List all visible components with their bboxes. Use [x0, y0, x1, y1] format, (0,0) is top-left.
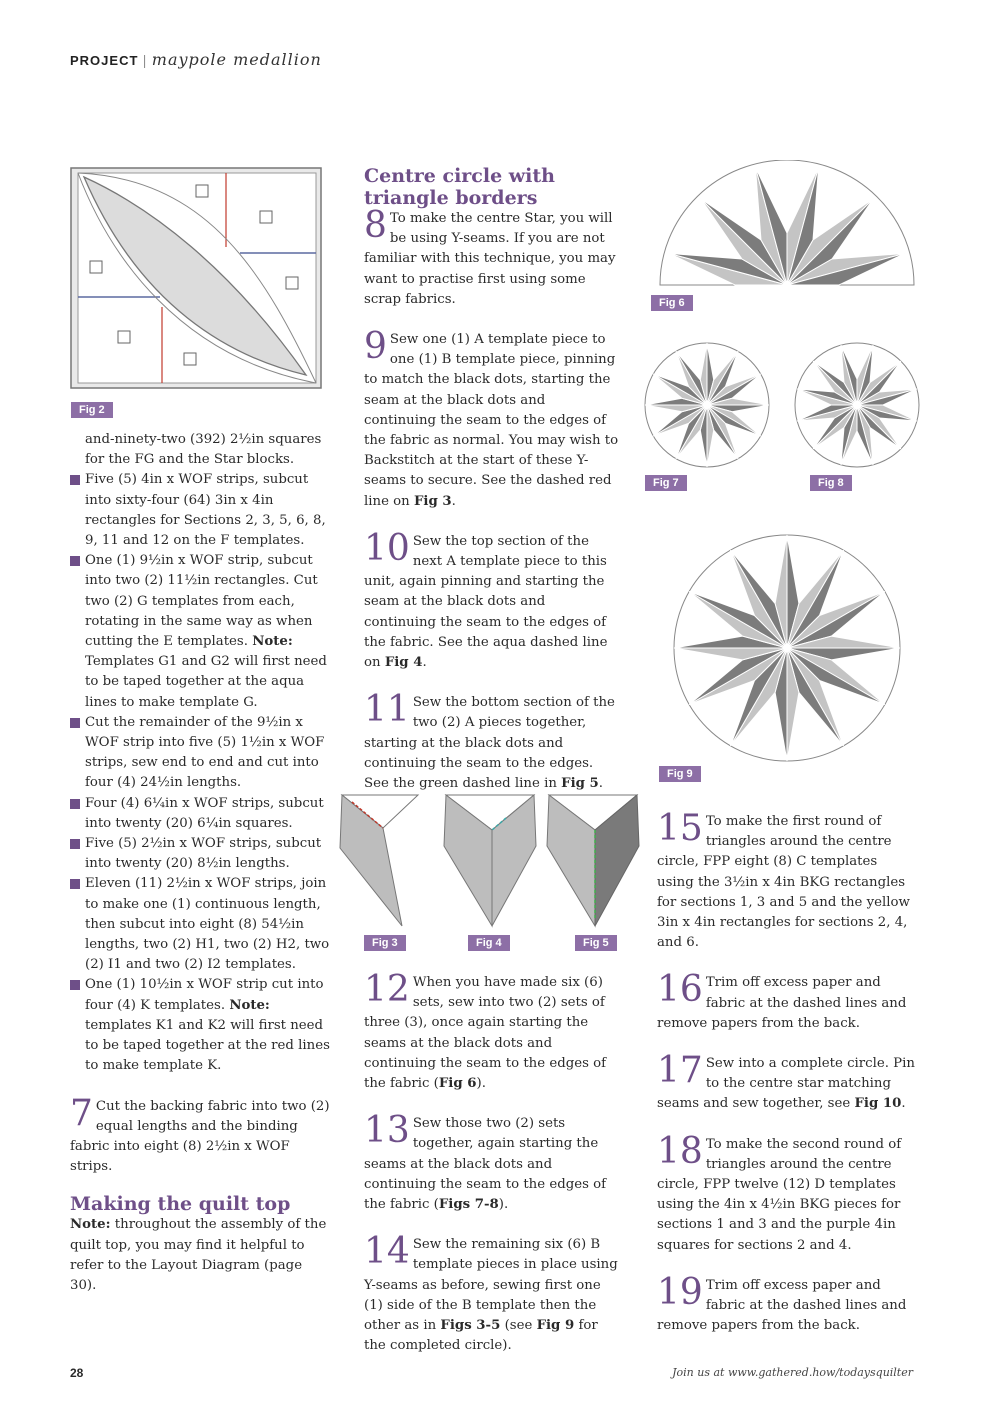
- figure-ref: Fig 4: [384, 655, 423, 671]
- fig2-label: Fig 2: [71, 402, 113, 418]
- step-16: [657, 969, 917, 1034]
- step-text: Sew one (1) A template piece to one (1) B template piece, pinning to match the black dots, starting the seam at the black dots and continuing the seam to the edges of the fabric as normal. You may wish to Backstitch at the start of these Y-seams to secure. See the dashed red line on: [364, 332, 619, 509]
- step-text: To make the centre Star, you will be using Y-seams. If you are not familiar with this technique, you may want to practise first using some scrap fabrics.: [364, 211, 616, 307]
- step-number: 8: [364, 205, 387, 246]
- step-number: 17: [657, 1050, 703, 1092]
- step-number: 12: [364, 969, 410, 1010]
- list-item: Cut the remainder of the 9½in x WOF strip into five (5) 1½in x WOF strips, sew end to end and cut into four (4) 24½in lengths.: [70, 713, 332, 794]
- fig4-label: Fig 4: [468, 935, 510, 951]
- fig2-diagram: [70, 167, 322, 391]
- step-text: To make the second round of triangles around the centre circle, FPP twelve (12) D templates using the 4in x 4½in BKG pieces for sections 1 and 3 and the purple 4in squares for sections 2 and 4.: [657, 1136, 902, 1253]
- step-number: 19: [657, 1271, 703, 1313]
- column-2-lower: [364, 969, 620, 1356]
- figure-ref: Fig 6: [438, 1076, 477, 1092]
- step-text: for the completed circle).: [364, 1318, 598, 1354]
- step-number: 11: [364, 689, 410, 731]
- note-paragraph: [70, 1215, 332, 1296]
- fig9-label: Fig 9: [659, 766, 701, 782]
- step-text: Sew the remaining six (6) B template pieces in place using Y-seams as before, sewing first one (1) side of the B template then the other as in: [364, 1237, 618, 1334]
- list-item-text: One (1) 10½in x WOF strip cut into four (4) K templates.: [85, 977, 324, 1013]
- step-number: 13: [364, 1110, 410, 1152]
- step-8: [364, 205, 620, 310]
- step-7: [70, 1092, 332, 1178]
- step-number: 15: [657, 808, 703, 849]
- figure-ref: Fig 5: [561, 776, 599, 792]
- fig7-diagram: [642, 340, 772, 470]
- note-label: Note:: [252, 634, 293, 650]
- step-15: [657, 808, 917, 953]
- running-header: [70, 50, 322, 69]
- fig5-label: Fig 5: [575, 935, 617, 951]
- note-label: Note:: [229, 997, 270, 1013]
- list-item: [70, 551, 332, 713]
- step-11: 11 Sew the bottom section of the two (2) A pieces together, starting at the black dots and continuing the seam to the edges. See the green dashed line in Fig 5.: [364, 689, 615, 792]
- figure-ref: Fig 3: [413, 493, 452, 509]
- step-text: Sew those two (2) sets together, again starting the seams at the black dots and continuing the seam to the edges of the fabric (: [364, 1116, 607, 1213]
- step-13: 13 Sew those two (2) sets together, again starting the seams at the black dots and continuing the seam to the edges of the fabric (Figs 7-8).: [364, 1110, 607, 1213]
- fig9-diagram: [656, 532, 918, 764]
- list-item-text: One (1) 9½in x WOF strip, subcut into two (2) 11½in rectangles. Cut two (2) G templates from each, rotating in the same way as when cutting the E templates.: [85, 553, 318, 650]
- fig5-diagram: [545, 790, 641, 930]
- fig6-label: Fig 6: [651, 295, 693, 311]
- fig6-diagram: [656, 160, 918, 290]
- step-14: [364, 1231, 620, 1356]
- note-label: Note:: [70, 1217, 111, 1233]
- section-heading: Centre circle with triangle borders: [364, 165, 555, 209]
- column-2-upper: [364, 165, 620, 794]
- col1-intro: and-ninety-two (392) 2½in squares for the FG and the Star blocks.: [85, 432, 322, 468]
- step-18: [657, 1130, 917, 1256]
- step-text: (see: [504, 1318, 533, 1334]
- fig3-diagram: [338, 790, 424, 930]
- list-item-text: templates K1 and K2 will first need to be taped together at the red lines to make template K.: [85, 1017, 330, 1074]
- list-item: Five (5) 2½in x WOF strips, subcut into twenty (20) 8½in lengths.: [70, 834, 332, 874]
- step-text: When you have made six (6) sets, sew into two (2) sets of three (3), once again starting the seams at the black dots and continuing the seam to the edges of the fabric (: [364, 975, 607, 1092]
- figure-ref: Figs 3-5: [440, 1318, 501, 1334]
- header-project: PROJECT: [70, 53, 139, 68]
- note-text: throughout the assembly of the quilt top, you may find it helpful to refer to the Layout Diagram (page 30).: [70, 1217, 327, 1293]
- step-text: To make the first round of triangles around the centre circle, FPP eight (8) C templates using the 3½in x 4in BKG rectangles for sections 1, 3 and 5 and the yellow 3in x 4in rectangles for sections 2, 4, and 6.: [657, 814, 910, 951]
- step-text: Sew the top section of the next A template piece to this unit, again pinning and starting the seam at the black dots and continuing the seam to the edges of the fabric. See the aqua dashed line on: [364, 533, 608, 671]
- fig8-label: Fig 8: [810, 475, 852, 491]
- step-number: 16: [657, 969, 703, 1011]
- column-3: [657, 808, 917, 1336]
- step-number: 9: [364, 326, 387, 368]
- figure-ref: Figs 7-8: [438, 1197, 499, 1213]
- step-number: 18: [657, 1130, 703, 1172]
- list-item: Eleven (11) 2½in x WOF strips, join to make one (1) continuous length, then subcut into eight (8) 54½in lengths, two (2) H1, two (2) H2, two (2) I1 and two (2) I2 templates.: [70, 874, 332, 975]
- list-item-text: Templates G1 and G2 will first need to be taped together at the aqua lines to make template G.: [85, 654, 327, 710]
- list-item: Four (4) 6¼in x WOF strips, subcut into twenty (20) 6¼in squares.: [70, 794, 332, 834]
- step-number: 10: [364, 527, 410, 569]
- step-12: 12 When you have made six (6) sets, sew into two (2) sets of three (3), once again starting the seams at the black dots and continuing the seam to the edges of the fabric (Fig 6).: [364, 969, 607, 1092]
- page-number: 28: [70, 1366, 84, 1380]
- section-heading: Making the quilt top: [70, 1193, 291, 1216]
- step-19: [657, 1271, 917, 1337]
- step-text: Cut the backing fabric into two (2) equal lengths and the binding fabric into eight (8) 2½in x WOF strips.: [70, 1098, 330, 1175]
- step-text: Sew the bottom section of the two (2) A pieces together, starting at the black dots and continuing the seam to the edges. See the green dashed line in: [364, 695, 615, 792]
- step-9: 9 Sew one (1) A template piece to one (1) B template piece, pinning to match the black dots, starting the seam at the black dots and continuing the seam to the edges of the fabric as normal. You may wish to Backstitch at the start of these Y-seams to secure. See the dashed red line on Fig 3.: [364, 326, 619, 509]
- step-text: Sew into a complete circle. Pin to the centre star matching seams and sew together, see: [657, 1056, 915, 1112]
- figure-ref: Fig 10: [854, 1096, 902, 1112]
- fig8-diagram: [792, 340, 922, 470]
- header-separator: |: [142, 54, 148, 69]
- list-item: [70, 975, 332, 1076]
- list-item: Five (5) 4in x WOF strips, subcut into sixty-four (64) 3in x 4in rectangles for Sections 2, 3, 5, 6, 8, 9, 11 and 12 on the F templates.: [70, 470, 332, 551]
- step-text: Trim off excess paper and fabric at the dashed lines and remove papers from the back.: [657, 1277, 907, 1334]
- step-17: 17 Sew into a complete circle. Pin to the centre star matching seams and sew together, see Fig 10.: [657, 1050, 915, 1112]
- step-number: 14: [364, 1231, 410, 1273]
- fig7-label: Fig 7: [645, 475, 687, 491]
- figure-ref: Fig 9: [536, 1318, 575, 1334]
- step-text: Trim off excess paper and fabric at the dashed lines and remove papers from the back.: [657, 975, 907, 1031]
- column-1: [70, 430, 332, 1296]
- step-number: 7: [70, 1092, 93, 1134]
- fig3-label: Fig 3: [364, 935, 406, 951]
- footer-website: Join us at www.gathered.how/todaysquilter: [672, 1366, 913, 1379]
- header-title: maypole medallion: [151, 50, 322, 69]
- fig4-diagram: [442, 790, 538, 930]
- step-10: 10 Sew the top section of the next A template piece to this unit, again pinning and starting the seam at the black dots and continuing the seam to the edges of the fabric. See the aqua dashed line on Fig 4.: [364, 527, 608, 671]
